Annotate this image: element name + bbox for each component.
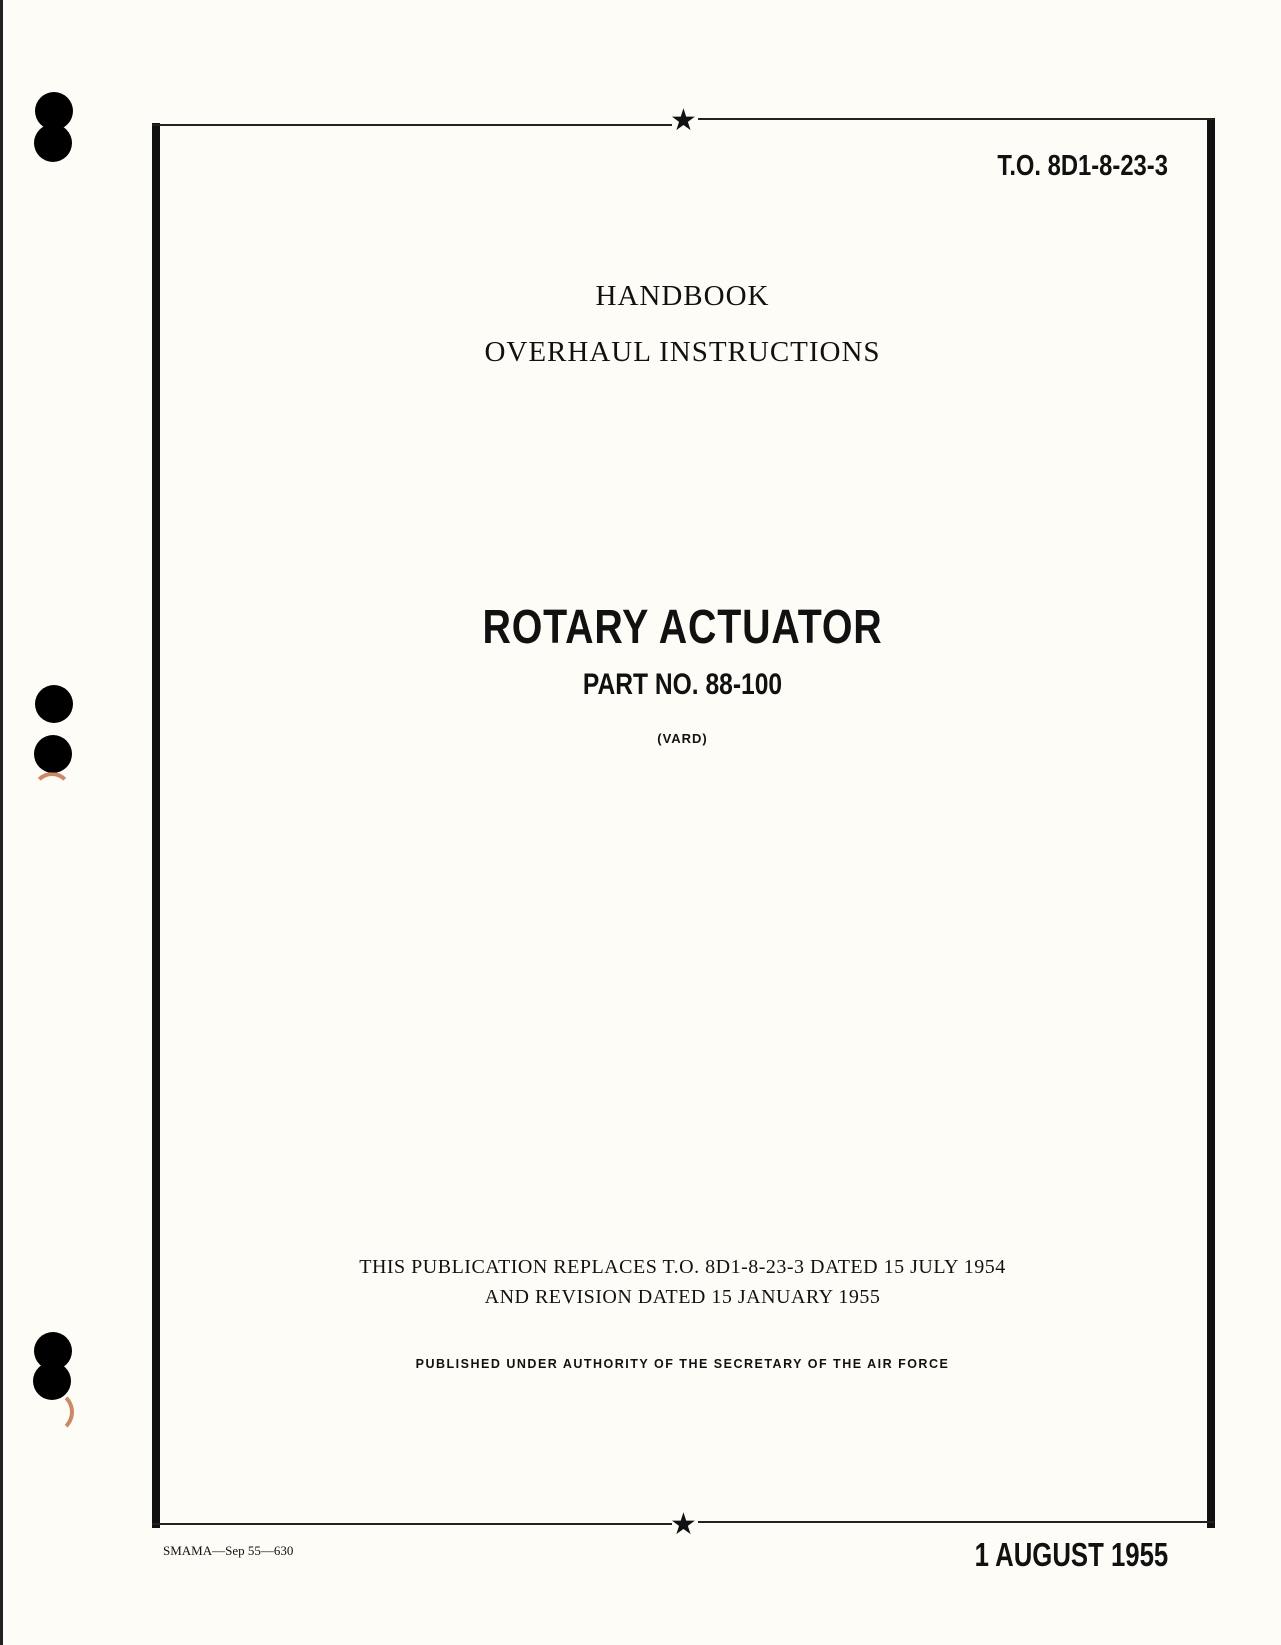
top-rule-left [152, 124, 672, 126]
publication-date: 1 AUGUST 1955 [974, 1536, 1168, 1573]
star-icon: ★ [670, 103, 697, 138]
rust-stain [32, 772, 72, 812]
binder-hole [34, 124, 72, 162]
bottom-rule-left [152, 1523, 672, 1525]
frame-left-border [152, 123, 160, 1528]
technical-order-number: T.O. 8D1-8-23-3 [997, 150, 1168, 182]
replaces-notice-line-2: AND REVISION DATED 15 JANUARY 1955 [484, 1286, 881, 1308]
star-icon: ★ [670, 1507, 697, 1542]
bottom-rule-right [698, 1521, 1214, 1523]
top-rule-right [698, 118, 1214, 120]
authority-statement: PUBLISHED UNDER AUTHORITY OF THE SECRETARY OF THE AIR FORCE [415, 1357, 950, 1371]
document-title: ROTARY ACTUATOR [482, 601, 883, 654]
handbook-label: HANDBOOK [595, 280, 770, 312]
binder-hole [35, 685, 73, 723]
page-edge [0, 0, 3, 1645]
part-number: PART NO. 88-100 [582, 668, 783, 701]
instructions-label: OVERHAUL INSTRUCTIONS [484, 336, 881, 368]
frame-right-border [1207, 118, 1215, 1528]
manufacturer-code: (VARD) [657, 731, 708, 746]
rust-stain [30, 1390, 74, 1434]
form-code: SMAMA—Sep 55—630 [163, 1543, 294, 1558]
replaces-notice-line-1: THIS PUBLICATION REPLACES T.O. 8D1-8-23-3 DATED 15 JULY 1954 [359, 1256, 1006, 1278]
